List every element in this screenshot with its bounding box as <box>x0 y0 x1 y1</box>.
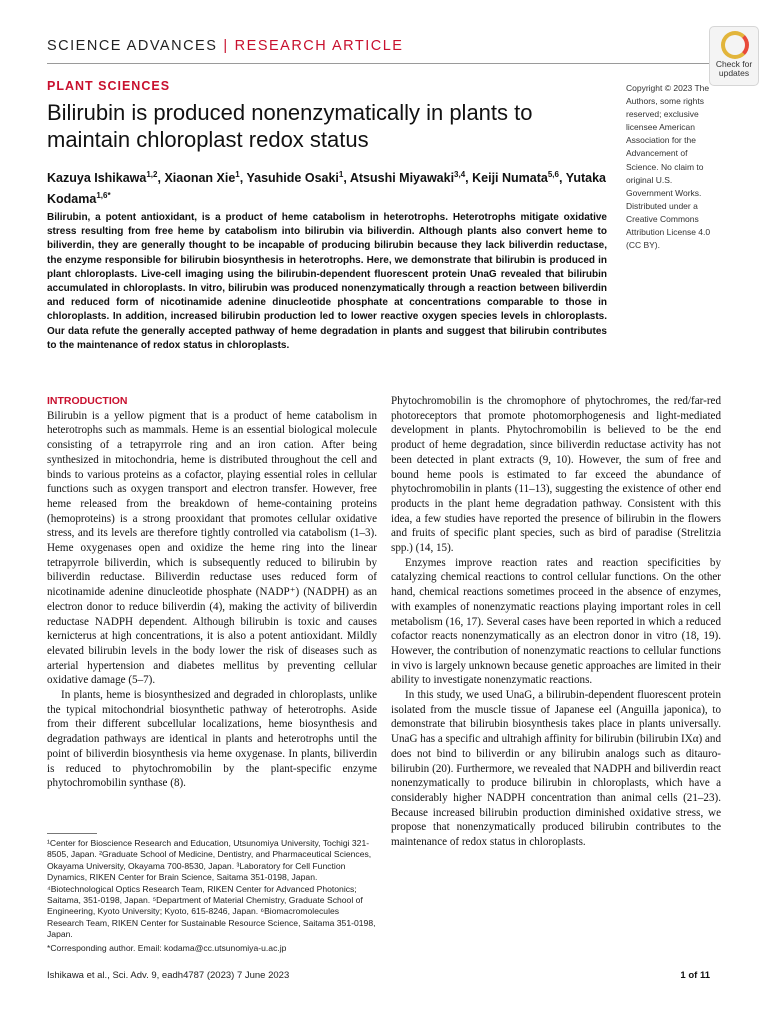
journal-header <box>47 38 403 54</box>
author-name: Atsushi Miyawaki <box>349 171 455 186</box>
author-list: Kazuya Ishikawa$^{1,2}$, Xiaonan Xie$^1$, Yasuhide Osaki$^1$, Atsushi Miyawaki$^{3,4}$, Keiji Numata$^{5,6}$, Yutaka Kodama$^{1,6*}$ <box>47 170 607 207</box>
author-affiliation-marker: 1,2 <box>146 170 158 179</box>
author-affiliation-marker: 5,6 <box>547 170 559 179</box>
footnote-rule <box>47 833 97 834</box>
body-paragraph: Phytochromobilin is the chromophore of phytochromes, the red/far-red photoreceptors that promote photomorphogenesis and light-mediated development in plants. Phytochromobilin is believed to be the end product of heme degradation, since biliverdin reductase activity has not been detected in plant extracts (9, 10). However, the sum of free and bound heme pools is estimated to far exceed the abundance of phytochromobilin in plants (11–13), suggesting the existence of other end products in the plant heme degradation pathway. Consistent with this idea, a few studies have reported the presence of bilirubin in the flowers and fruits of specific plant species, such as bird of paradise (Strelitzia spp.) (14, 15). <box>391 395 721 555</box>
body-paragraph: In this study, we used UnaG, a bilirubin-dependent fluorescent protein isolated from the muscle tissue of Japanese eel (Anguilla japonica), to demonstrate that bilirubin biosynthesis takes place in plants universally. UnaG has a specific and ultrahigh affinity for bilirubin (bilirubin IXα) and does not bind to biliverdin or any bilirubin analogs such as ditauro-bilirubin (20). Furthermore, we revealed that NADPH and biliverdin react nonenzymatically to produce bilirubin in chloroplasts, which have a considerably higher NADPH concentration than animal cells (21–23). Because increased bilirubin production diminished oxidative stress, we propose that nonenzymatically produced bilirubin contributes to the maintenance of redox status in chloroplasts. <box>391 689 722 849</box>
introduction-heading: INTRODUCTION <box>47 395 128 407</box>
journal-name: SCIENCE ADVANCES <box>47 38 218 54</box>
author-name: Yutaka Kodama <box>47 171 607 207</box>
header-separator: | <box>223 38 229 54</box>
body-paragraph: Bilirubin is a yellow pigment that is a product of heme catabolism in heterotrophs such as mammals. Heme is an essential biological molecule consisting of a tetrapyrrole ring and an iron cation. After being synthesized in mitochondria, heme is distributed throughout the cell and binds to various proteins as a cofactor, playing essential roles in cellular functions such as oxygen transport and electron transfer. However, free heme released from the breakdown of heme-containing proteins (hemoproteins) is a strong prooxidant that promotes cellular oxidative stress, and its levels are therefore tightly controlled via catabolism (1–3). Heme oxygenases open and oxidize the heme ring into the linear tetrapyrrole biliverdin, which is subsequently reduced to bilirubin by biliverdin reductase. Biliverdin reductase uses reduced form of nicotinamide adenine dinucleotide phosphate (NADP⁺) (NADPH) as an electron donor to reduce biliverdin (4), making the activity of biliverdin reductase NADPH dependent. Although bilirubin is toxic and causes kernicterus at high concentrations, it is also a potent antioxidant. Mildly elevated bilirubin levels in the body lower the risk of diseases such as arterial hypertension and diabetes mellitus by preventing cellular oxidative damage (5–7). <box>47 409 377 687</box>
author-name: Keiji Numata <box>472 171 548 186</box>
badge-label: Check for updates <box>715 59 753 78</box>
author-name: Kazuya Ishikawa <box>47 171 147 186</box>
body-column-left <box>47 394 377 791</box>
affiliations: ¹Center for Bioscience Research and Education, Utsunomiya University, Tochigi 321-8505, Japan. ²Graduate School of Medicine, Dentistry, and Pharmaceutical Sciences, Okayama University, Okayama 700-8530, Japan. ³Laboratory for Cell Function Dynamics, RIKEN Center for Brain Science, Saitama 351-0198, Japan. ⁴Biotechnological Optics Research Team, RIKEN Center for Advanced Photonics; Saitama, 351-0198, Japan. ⁵Department of Material Chemistry, Graduate School of Engineering, Kyoto University; Kyoto, 615-8246, Japan. ⁶Biomacromolecules Research Team, RIKEN Center for Sustainable Resource Science, Saitama 351-0198, Japan. <box>47 838 376 940</box>
crossmark-icon <box>721 31 749 59</box>
corresponding-author: *Corresponding author. Email: kodama@cc.utsunomiya-u.ac.jp <box>47 943 287 953</box>
body-paragraph: Enzymes improve reaction rates and reaction specificities by catalyzing chemical reactions to control cellular functions. On the other hand, chemical reactions sometimes proceed in the absence of enzymes, with examples of nonenzymatic reactions playing important roles in cell metabolism (16, 17). Several cases have been reported in which a reduced cofactor reacts nonenzymatically as an electron donor in vitro (18, 19). However, the contribution of nonenzymatic reactions to cellular functions in vivo is largely unknown because genetic approaches are limited in their ability to investigate nonenzymatic reactions. <box>391 556 721 687</box>
page-number: 1 of 11 <box>680 970 710 981</box>
check-for-updates-button[interactable] <box>709 26 759 86</box>
footer-citation: Ishikawa et al., Sci. Adv. 9, eadh4787 (2023) 7 June 2023 <box>47 970 290 981</box>
article-type: RESEARCH ARTICLE <box>234 38 404 54</box>
author-name: Xiaonan Xie <box>164 171 236 186</box>
abstract: Bilirubin, a potent antioxidant, is a product of heme catabolism in heterotrophs. Heterotrophs mitigate oxidative stress resulting from free heme by catabolism into bilirubin via biliverdin. Although plants also convert heme to biliverdin, they are generally thought to be incapable of producing bilirubin because they lack biliverdin reductase, the enzyme responsible for bilirubin biosynthesis in heterotrophs. Here, we demonstrate that bilirubin is produced in plant chloroplasts. Live-cell imaging using the bilirubin-dependent fluorescent protein UnaG revealed that bilirubin accumulated in chloroplasts. In vitro, bilirubin was produced nonenzymatically through a reaction between biliverdin and reduced form of nicotinamide adenine dinucleotide phosphate at concentrations comparable to those in chloroplasts. In addition, increased bilirubin production led to lower reactive oxygen species levels in chloroplasts. Our data refute the generally accepted pathway of heme degradation in plants and suggest that bilirubin contributes to the maintenance of redox status in chloroplasts. <box>47 212 607 351</box>
copyright-notice: Copyright © 2023 The Authors, some rights reserved; exclusive licensee American Association for the Advancement of Science. No claim to original U.S. Government Works. Distributed under a Creative Commons Attribution License 4.0 (CC BY). <box>626 83 711 251</box>
author-affiliation-marker: 1,6* <box>96 191 111 201</box>
author-affiliation-marker: 3,4 <box>454 170 466 179</box>
body-column-right <box>391 394 721 850</box>
article-title: Bilirubin is produced nonenzymatically in plants to maintain chloroplast redox status <box>47 100 533 152</box>
author-name: Yasuhide Osaki <box>246 171 339 186</box>
body-paragraph: In plants, heme is biosynthesized and degraded in chloroplasts, unlike the typical mitochondrial biosynthetic pathway of heterotrophs. Aside from their different subcellular localizations, heme biosynthesis and degradation pathways are identical in plants and heterotrophs until the point of biliverdin biosynthesis via heme oxygenase. In plants, biliverdin is reduced to phytochromobilin by the plant-specific enzyme phytochromobilin synthase (8). <box>47 689 377 790</box>
author-affiliation-marker: 1 <box>338 170 344 179</box>
author-affiliation-marker: 1 <box>235 170 240 179</box>
section-label: PLANT SCIENCES <box>47 79 171 93</box>
header-rule <box>47 63 711 64</box>
